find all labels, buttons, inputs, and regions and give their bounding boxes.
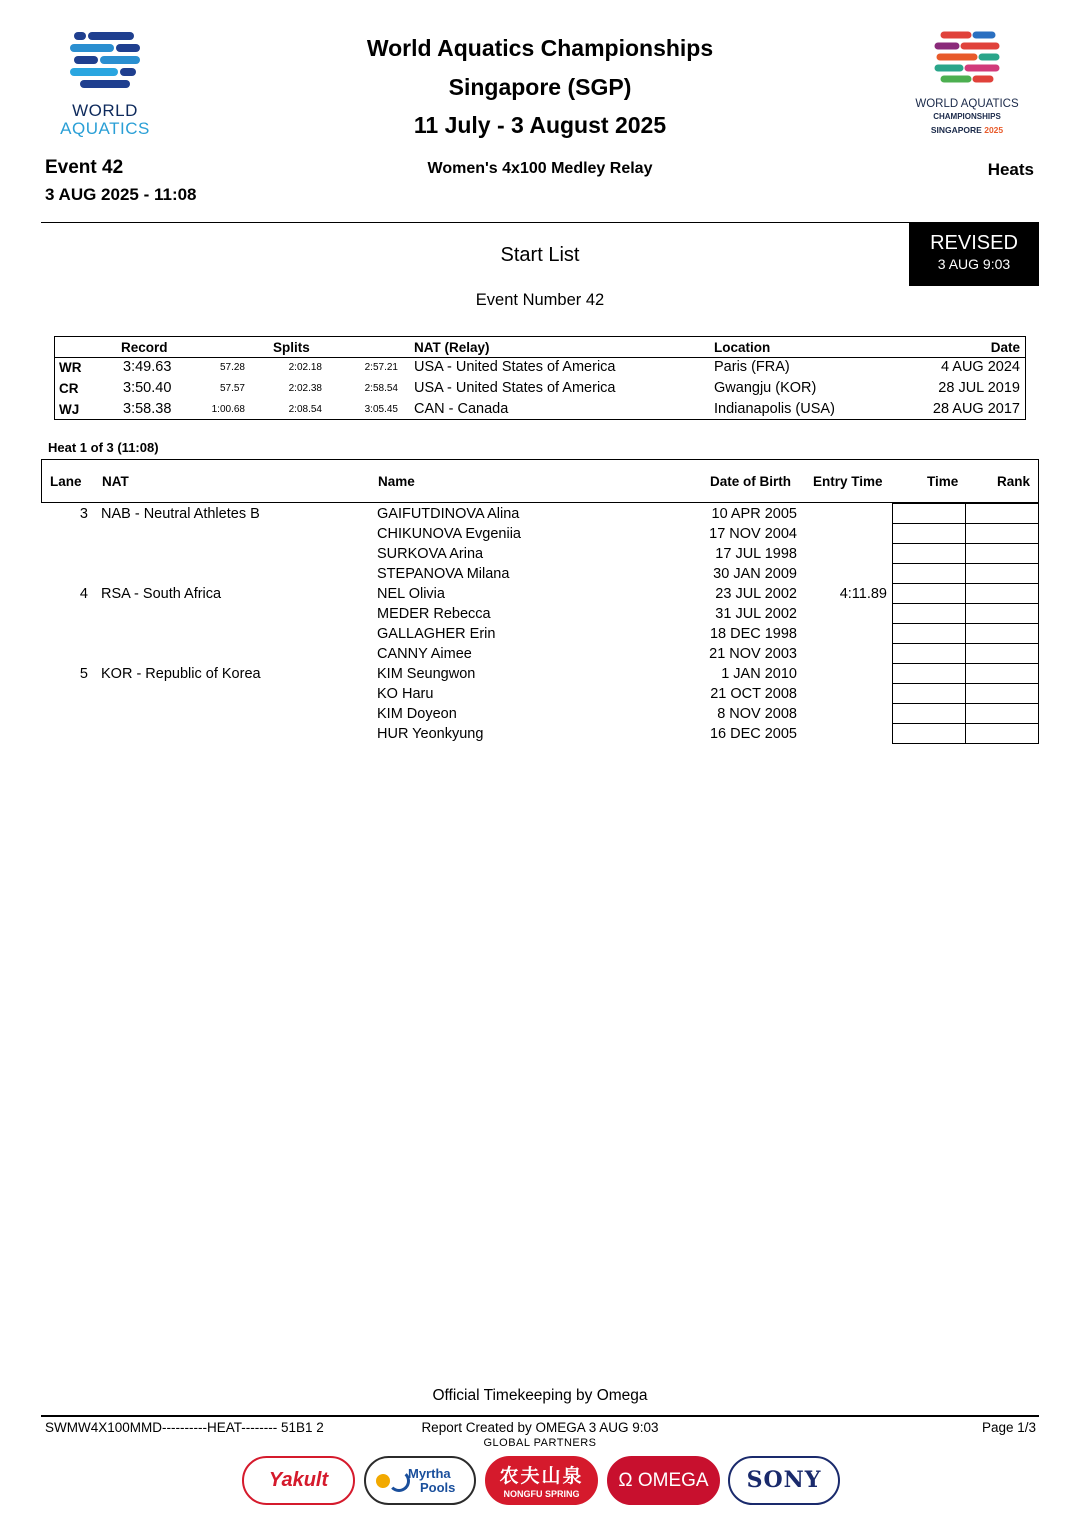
record-location: Paris (FRA) xyxy=(714,359,790,375)
logo-text-aquatics: AQUATICS xyxy=(60,119,150,138)
table-row xyxy=(41,504,1039,524)
event-name: Women's 4x100 Medley Relay xyxy=(427,160,653,177)
record-code: CR xyxy=(59,381,79,396)
record-nat: USA - United States of America xyxy=(414,359,616,375)
championships-logo xyxy=(896,30,1038,140)
date-of-birth: 31 JUL 2002 xyxy=(715,606,797,622)
time-cell xyxy=(892,563,966,584)
sponsor-sony-logo xyxy=(728,1456,840,1505)
record-time: 3:50.40 xyxy=(123,380,172,396)
event-number: Event 42 xyxy=(45,157,124,178)
time-cell xyxy=(892,623,966,644)
footer-divider xyxy=(41,1415,1039,1417)
logo-text-year: 2025 xyxy=(984,125,1004,135)
swimmer-name: GAIFUTDINOVA Alina xyxy=(377,506,520,522)
record-split: 2:02.18 xyxy=(288,362,322,373)
swimmer-name: KIM Seungwon xyxy=(377,666,476,682)
rank-cell xyxy=(965,703,1039,724)
sponsor-yakult-logo xyxy=(242,1456,355,1505)
record-nat: USA - United States of America xyxy=(414,380,616,396)
report-code: SWMW4X100MMD----------HEAT-------- 51B1 2 xyxy=(45,1420,324,1435)
wave-icon xyxy=(388,1470,410,1492)
document-title: Start List xyxy=(500,244,580,266)
swimmer-name: KIM Doyeon xyxy=(377,706,457,722)
records-header-splits: Splits xyxy=(273,340,310,355)
date-of-birth: 1 JAN 2010 xyxy=(721,666,797,682)
header-divider xyxy=(41,222,1039,223)
record-date: 4 AUG 2024 xyxy=(941,359,1020,375)
sponsor-nongfu-english: NONGFU SPRING xyxy=(503,1489,580,1499)
revised-badge xyxy=(909,223,1039,286)
record-split: 3:05.45 xyxy=(364,404,398,415)
championship-title: World Aquatics Championships xyxy=(366,35,714,61)
time-cell xyxy=(892,723,966,744)
time-cell xyxy=(892,663,966,684)
swimmer-name: SURKOVA Arina xyxy=(377,546,484,562)
time-cell xyxy=(892,503,966,524)
logo-text-world-aquatics: WORLD AQUATICS xyxy=(915,98,1019,110)
championship-dates: 11 July - 3 August 2025 xyxy=(413,112,667,138)
nat: NAB - Neutral Athletes B xyxy=(101,506,260,522)
table-row xyxy=(41,724,1039,744)
sponsor-sony-text: SONY xyxy=(746,1467,822,1493)
report-created: Report Created by OMEGA 3 AUG 9:03 xyxy=(421,1420,659,1435)
time-cell xyxy=(892,703,966,724)
page-number: Page 1/3 xyxy=(981,1420,1036,1435)
swimmer-name: CHIKUNOVA Evgeniia xyxy=(377,526,521,542)
record-code: WR xyxy=(59,360,82,375)
championships-logo-mark xyxy=(934,30,1000,90)
record-time: 3:58.38 xyxy=(123,401,172,417)
world-aquatics-logo-mark xyxy=(70,30,140,94)
nat: RSA - South Africa xyxy=(101,586,222,602)
rank-cell xyxy=(965,603,1039,624)
col-rank: Rank xyxy=(997,474,1031,489)
table-row xyxy=(41,604,1039,624)
time-cell xyxy=(892,523,966,544)
table-row xyxy=(41,704,1039,724)
swimmer-name: MEDER Rebecca xyxy=(377,606,491,622)
date-of-birth: 30 JAN 2009 xyxy=(713,566,797,582)
table-row xyxy=(41,624,1039,644)
records-header-nat: NAT (Relay) xyxy=(414,340,490,355)
table-row xyxy=(41,644,1039,664)
col-nat: NAT xyxy=(102,474,129,489)
col-lane: Lane xyxy=(50,474,82,489)
event-round: Heats xyxy=(987,160,1034,179)
records-header-location: Location xyxy=(714,340,771,355)
date-of-birth: 21 OCT 2008 xyxy=(710,686,797,702)
rank-cell xyxy=(965,683,1039,704)
col-dob: Date of Birth xyxy=(710,474,791,489)
records-table xyxy=(54,336,1026,420)
event-datetime: 3 AUG 2025 - 11:08 xyxy=(45,185,197,204)
rank-cell xyxy=(965,523,1039,544)
table-row xyxy=(41,564,1039,584)
entry-time: 4:11.89 xyxy=(839,586,887,602)
revised-time: 3 AUG 9:03 xyxy=(937,256,1011,272)
record-nat: CAN - Canada xyxy=(414,401,509,417)
lane: 4 xyxy=(79,586,88,602)
record-split: 1:00.68 xyxy=(211,404,245,415)
date-of-birth: 17 JUL 1998 xyxy=(715,546,797,562)
date-of-birth: 8 NOV 2008 xyxy=(717,706,797,722)
swimmer-name: STEPANOVA Milana xyxy=(377,566,510,582)
swimmer-name: KO Haru xyxy=(377,686,434,702)
revised-label: REVISED xyxy=(930,232,1018,254)
col-name: Name xyxy=(378,474,415,489)
record-location: Indianapolis (USA) xyxy=(714,401,835,417)
timekeeping-credit: Official Timekeeping by Omega xyxy=(432,1387,648,1404)
logo-text-singapore-city: SINGAPORE xyxy=(930,125,985,135)
sponsor-myrtha-text: Myrtha xyxy=(408,1466,451,1481)
date-of-birth: 21 NOV 2003 xyxy=(709,646,797,662)
championship-location: Singapore (SGP) xyxy=(448,74,632,100)
sponsor-omega-logo xyxy=(607,1456,720,1505)
rank-cell xyxy=(965,563,1039,584)
rank-cell xyxy=(965,543,1039,564)
sponsor-myrtha-pools-text: Pools xyxy=(420,1480,456,1495)
record-location: Gwangju (KOR) xyxy=(714,380,817,396)
record-date: 28 JUL 2019 xyxy=(938,380,1020,396)
date-of-birth: 10 APR 2005 xyxy=(711,506,797,522)
sponsor-omega-text: Ω OMEGA xyxy=(618,1470,709,1491)
swimmer-name: GALLAGHER Erin xyxy=(377,626,496,642)
table-row xyxy=(41,684,1039,704)
record-code: WJ xyxy=(59,402,80,417)
record-split: 2:57.21 xyxy=(364,362,398,373)
global-partners-label: GLOBAL PARTNERS xyxy=(483,1437,597,1449)
sponsor-nongfu-chinese: 农夫山泉 xyxy=(499,1466,584,1487)
sponsor-nongfu-logo xyxy=(485,1456,598,1505)
time-cell xyxy=(892,603,966,624)
rank-cell xyxy=(965,723,1039,744)
date-of-birth: 17 NOV 2004 xyxy=(709,526,797,542)
rank-cell xyxy=(965,643,1039,664)
lane: 5 xyxy=(79,666,88,682)
table-row xyxy=(41,544,1039,564)
rank-cell xyxy=(965,503,1039,524)
record-row-wj xyxy=(55,399,1025,420)
lane: 3 xyxy=(79,506,88,522)
record-split: 57.28 xyxy=(219,362,245,373)
col-time: Time xyxy=(927,474,959,489)
rank-cell xyxy=(965,583,1039,604)
time-cell xyxy=(892,543,966,564)
swimmer-name: NEL Olivia xyxy=(377,586,445,602)
record-date: 28 AUG 2017 xyxy=(932,401,1020,417)
date-of-birth: 16 DEC 2005 xyxy=(709,726,797,742)
time-cell xyxy=(892,683,966,704)
table-row xyxy=(41,524,1039,544)
record-split: 57.57 xyxy=(219,383,245,394)
time-cell xyxy=(892,643,966,664)
col-entry-time: Entry Time xyxy=(813,474,883,489)
nat: KOR - Republic of Korea xyxy=(101,666,261,682)
logo-text-championships: CHAMPIONSHIPS xyxy=(933,112,1001,121)
time-cell xyxy=(892,583,966,604)
records-header-record: Record xyxy=(121,340,168,355)
logo-text-singapore xyxy=(896,125,1038,135)
sponsor-yakult-text: Yakult xyxy=(268,1469,329,1491)
logo-text-world: WORLD xyxy=(72,101,138,120)
record-split: 2:58.54 xyxy=(364,383,398,394)
table-row xyxy=(41,664,1039,684)
rank-cell xyxy=(965,663,1039,684)
table-row xyxy=(41,584,1039,604)
record-time: 3:49.63 xyxy=(123,359,172,375)
swimmer-name: CANNY Aimee xyxy=(377,646,472,662)
heat-label: Heat 1 of 3 (11:08) xyxy=(48,440,159,455)
record-row-wr xyxy=(55,357,1025,378)
record-split: 2:08.54 xyxy=(288,404,322,415)
document-subtitle: Event Number 42 xyxy=(475,291,605,309)
sponsor-myrtha-logo xyxy=(364,1456,476,1505)
rank-cell xyxy=(965,623,1039,644)
record-row-cr xyxy=(55,378,1025,399)
records-header-date: Date xyxy=(990,340,1020,355)
record-split: 2:02.38 xyxy=(288,383,322,394)
swimmer-name: HUR Yeonkyung xyxy=(377,726,484,742)
date-of-birth: 23 JUL 2002 xyxy=(715,586,797,602)
startlist-header xyxy=(41,459,1039,503)
world-aquatics-logo xyxy=(44,30,166,140)
date-of-birth: 18 DEC 1998 xyxy=(709,626,797,642)
